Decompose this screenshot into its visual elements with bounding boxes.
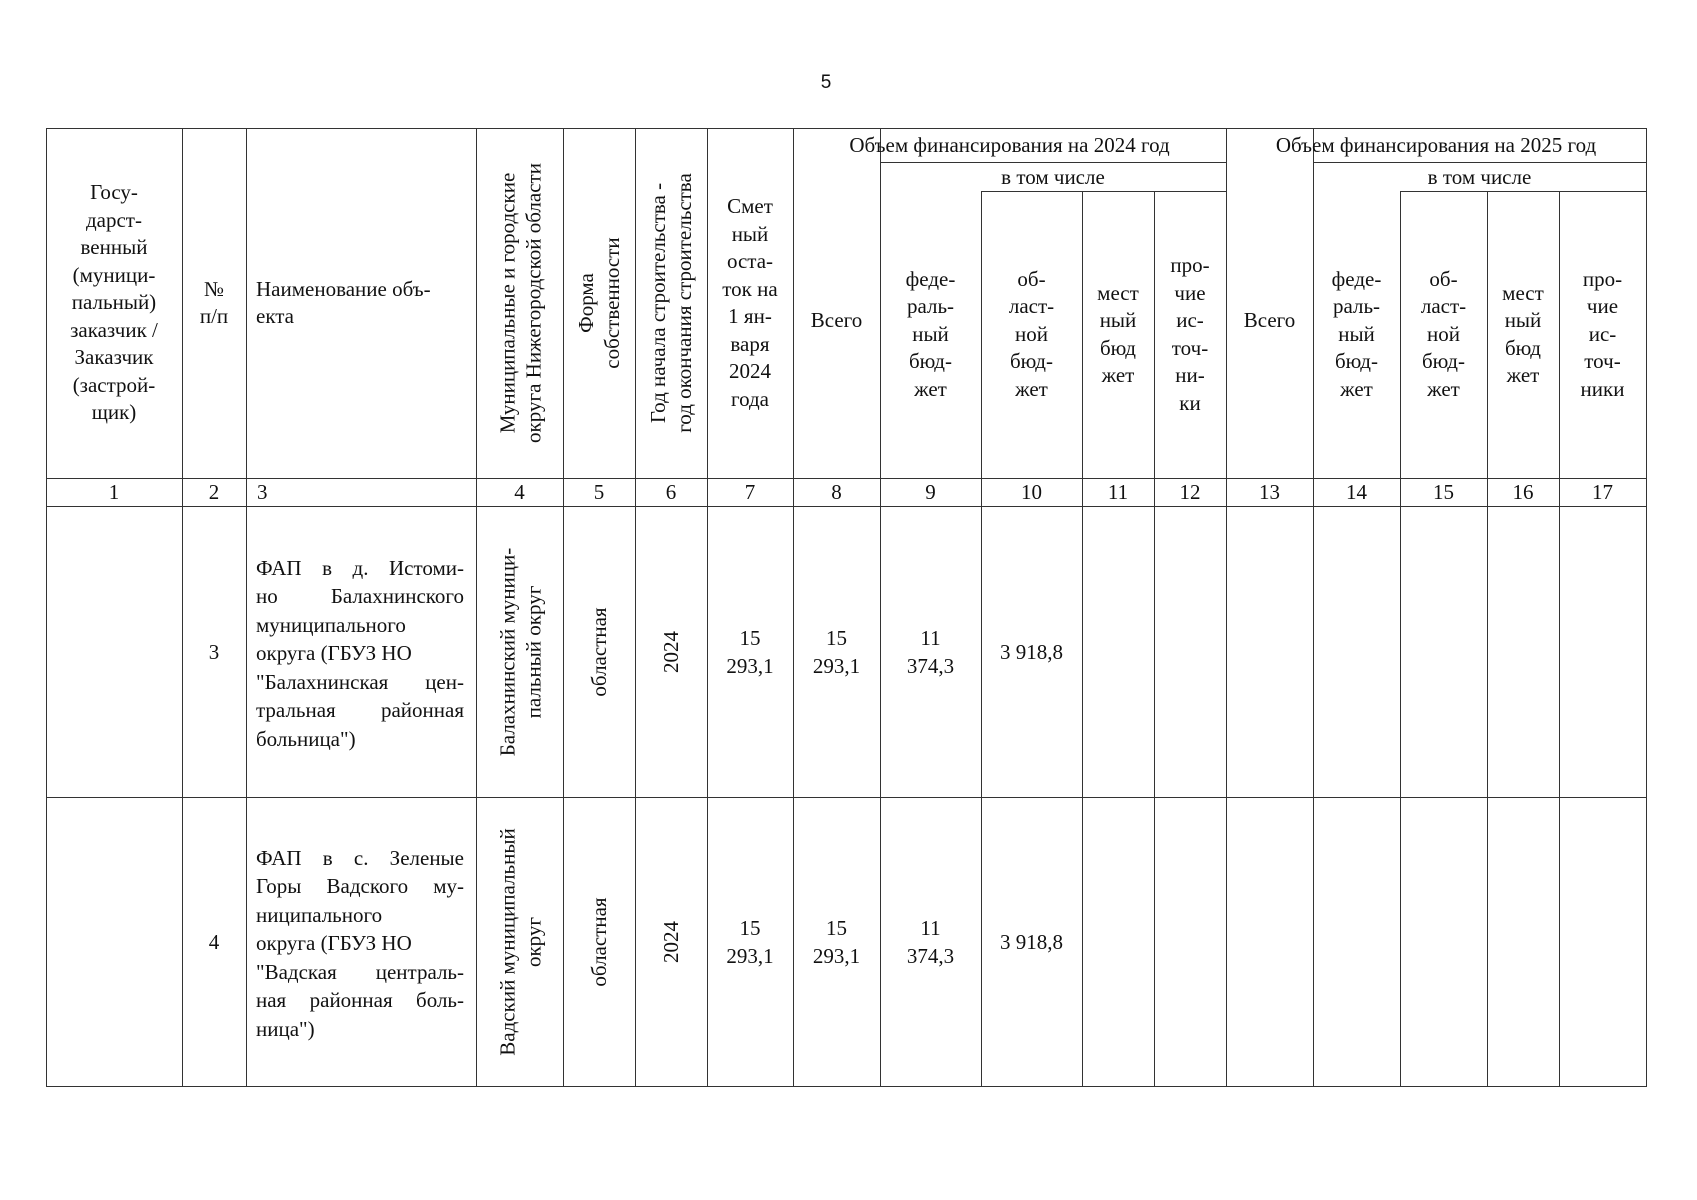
row-object-name-line: ФАП в д. Истоми- [256,555,464,580]
header-object-name [246,128,476,478]
header-estimate-balance-text [722,193,777,413]
row-object-name-line: "Вадская централь- [256,959,464,984]
header-other-2024-text-line: точ- [1171,335,1209,360]
header-federal-2025-text-line: феде- [1331,266,1382,291]
row-object-name-line: больница") [256,726,356,751]
header-local-2024 [1082,191,1154,478]
row-federal-2024-text [907,624,954,680]
header-federal-2025-text [1332,266,1382,404]
header-local-2025-text-line: жет [1506,363,1540,387]
header-years-text-line: год окончания строительства [672,173,696,433]
header-other-2024-text-line: чие [1174,280,1206,305]
row-estimate-balance-text [726,624,773,680]
header-estimate-balance-text-line: оста- [726,249,774,273]
header-regional-2024-text-line: ласт- [1008,294,1055,319]
row-local-2025 [1487,797,1559,1086]
header-other-2025-text-line: ис- [1588,321,1617,346]
header-federal-2025-text-line: раль- [1332,294,1381,319]
header-other-2024-text-line: ки [1179,390,1201,415]
row-federal-2024-text-line: 374,3 [906,653,955,678]
row-local-2025 [1487,506,1559,797]
column-number-13: 13 [1259,480,1280,504]
row-number: 4 [208,929,220,954]
column-number-7: 7 [744,480,756,504]
header-other-2025-text [1581,266,1625,404]
header-municipal-text-line: Муниципальные и городские [494,172,519,434]
header-including-2025: в том числе [1427,164,1532,189]
header-years-text-line: Год начала строительства - [646,182,670,424]
row-estimate-balance [707,506,793,797]
header-regional-2024-text-line: бюд- [1010,349,1053,374]
row-municipal-text-line: округ [520,916,545,967]
row-object-name-line: ниципального [256,902,383,927]
header-ownership [563,132,635,474]
header-financing-2024: Объем финансирования на 2024 год [849,133,1170,157]
header-local-2025-text-line: ный [1504,308,1542,332]
header-customer-text-line: венный [80,235,148,260]
column-number-15: 15 [1433,480,1454,504]
row-other-2025 [1559,506,1646,797]
header-federal-2025-text-line: ный [1338,321,1375,346]
row-estimate-balance-text-line: 15 [739,625,761,650]
header-other-2024-text [1170,252,1209,417]
row-other-2025 [1559,797,1646,1086]
header-number-text [200,276,228,330]
row-year: 2024 [659,630,683,673]
row-ownership: областная [587,896,611,987]
row-total-2024-text-line: 293,1 [812,943,861,968]
row-federal-2024 [880,797,981,1086]
row-regional-2025 [1400,506,1487,797]
column-number-2: 2 [208,480,220,504]
header-local-2025-text [1502,280,1544,390]
row-object-name [256,844,464,1044]
column-number-5: 5 [593,480,605,504]
row-ownership: областная [587,606,611,697]
header-ownership-text [573,237,625,368]
header-other-2024 [1154,191,1226,478]
header-federal-2024-text [906,266,956,404]
header-other-2025-text-line: про- [1582,266,1623,291]
row-estimate-balance-text-line: 293,1 [726,943,774,968]
row-regional-2025 [1400,797,1487,1086]
header-regional-2025-text-line: бюд- [1422,349,1465,374]
header-regional-2025-text-line: ласт- [1420,294,1467,319]
row-municipal-text-line: Вадский муниципальный [494,827,519,1056]
row-total-2024-text-line: 15 [826,625,847,650]
header-regional-2024-text-line: об- [1017,266,1046,291]
header-customer-text-line: щик) [91,400,137,425]
header-estimate-balance-text-line: года [730,386,769,411]
header-regional-2025-text-line: об- [1429,266,1458,291]
row-total-2025 [1226,506,1313,797]
row-municipal-text-line: пальный округ [520,585,545,718]
header-local-2025-text-line: мест [1502,280,1544,305]
header-number [182,128,246,478]
header-estimate-balance-text-line: ток на [722,276,778,301]
row-federal-2024-text-line: 11 [920,625,941,650]
header-other-2025 [1559,191,1646,478]
row-total-2024 [793,506,880,797]
row-regional-2024: 3 918,8 [1000,929,1063,954]
row-regional-2024: 3 918,8 [1000,639,1063,664]
header-estimate-balance-text-line: варя [730,331,770,356]
header-estimate-balance [707,128,793,478]
row-object-name-line: округа (ГБУЗ НО [256,641,412,666]
header-object-name-text-line: екта [256,304,295,328]
row-total-2024-text-line: 15 [826,915,847,940]
header-object-name-text-line: Наименование объ- [256,277,431,301]
row-total-2024-text [813,914,860,970]
row-other-2024 [1154,506,1226,797]
row-municipal [476,510,563,793]
column-number-4: 4 [514,480,525,504]
row-object-name-line: "Балахнинская цен- [256,669,464,694]
header-regional-2024 [981,191,1082,478]
page-number: 5 [820,72,832,93]
row-total-2024-text-line: 293,1 [812,653,861,678]
row-municipal-text [494,828,546,1055]
header-regional-2024-text [1009,266,1054,404]
row-federal-2025 [1313,797,1400,1086]
column-number-11: 11 [1107,480,1129,504]
row-object-name [256,554,464,754]
row-object-name-line: но Балахнинского [256,584,464,609]
row-object-name-line: ФАП в с. Зеленые [256,845,464,870]
header-number-text-line: № [203,277,225,301]
row-total-2024-text [813,624,860,680]
header-customer-text-line: Заказчик [74,345,154,370]
row-municipal-text [494,547,546,756]
column-number-16: 16 [1512,480,1534,504]
header-local-2024-text-line: бюд [1099,335,1136,360]
header-estimate-balance-text-line: Смет [727,194,773,218]
header-total-2025: Всего [1243,308,1296,332]
header-federal-2025-text-line: бюд- [1335,349,1378,374]
header-local-2025 [1487,191,1559,478]
header-object-name-text [256,276,431,330]
header-regional-2025-text [1421,266,1466,404]
header-estimate-balance-text-line: 1 ян- [728,304,772,328]
column-number-10: 10 [1021,480,1042,504]
row-object-name-line: тральная районная [256,698,464,723]
header-local-2024-text [1097,280,1139,390]
header-municipal-text-line: округа Нижегородской области [520,163,545,443]
column-number-14: 14 [1346,480,1367,504]
row-federal-2025 [1313,506,1400,797]
header-customer-text-line: пальный) [71,290,157,315]
row-object-name-line: ная районная боль- [256,988,464,1013]
row-number: 3 [208,639,220,664]
row-federal-2024-text-line: 11 [920,915,941,940]
header-financing-2025: Объем финансирования на 2025 год [1275,133,1597,157]
row-other-2024 [1154,797,1226,1086]
column-number-1: 1 [108,480,120,504]
header-federal-2024-text-line: бюд- [909,349,952,374]
row-year: 2024 [659,920,683,963]
column-number-3: 3 [257,480,268,504]
header-federal-2024-text-line: раль- [906,294,955,319]
row-federal-2024-text [907,914,954,970]
header-other-2024-text-line: ни- [1175,363,1205,387]
row-federal-2024-text-line: 374,3 [906,943,955,968]
row-object-name-line: муниципального [256,612,406,637]
header-local-2024-text-line: жет [1101,363,1135,387]
header-customer-text [70,179,158,427]
column-number-12: 12 [1179,480,1201,504]
header-federal-2024-text-line: феде- [905,266,956,291]
row-object-name-line: Горы Вадского му- [256,874,464,899]
header-municipal-text [494,163,546,443]
row-customer [46,506,182,797]
header-local-2024-text-line: ный [1099,308,1137,332]
header-ownership-text-line: Форма [574,273,598,333]
header-local-2025-text-line: бюд [1504,335,1541,360]
row-local-2024 [1082,506,1154,797]
row-municipal [476,801,563,1082]
header-number-text-line: п/п [199,304,229,328]
row-federal-2024 [880,506,981,797]
row-object-name-line: ница") [256,1016,315,1041]
header-customer-text-line: Госу- [90,180,138,205]
header-municipal [476,132,563,474]
header-estimate-balance-text-line: 2024 [728,359,771,383]
row-estimate-balance-text-line: 15 [739,915,761,940]
header-customer-text-line: заказчик / [70,317,158,342]
header-ownership-text-line: собственности [600,237,624,369]
header-local-2024-text-line: мест [1097,280,1139,305]
header-federal-2025 [1313,191,1400,478]
header-customer-text-line: (муници- [72,262,156,287]
header-years-text [645,173,697,433]
column-number-17: 17 [1592,480,1613,504]
row-estimate-balance-text [726,914,773,970]
header-including-2024: в том числе [1001,164,1105,189]
header-customer-text-line: дарст- [85,207,142,232]
column-number-8: 8 [831,480,842,504]
row-object-name-line: округа (ГБУЗ НО [256,931,412,956]
row-total-2025 [1226,797,1313,1086]
row-estimate-balance-text-line: 293,1 [726,653,774,678]
row-municipal-text-line: Балахнинский муници- [494,547,519,756]
header-regional-2024-text-line: жет [1015,376,1048,401]
row-local-2024 [1082,797,1154,1086]
header-other-2025-text-line: чие [1586,294,1619,319]
header-total-2024: Всего [810,308,863,332]
header-other-2024-text-line: ис- [1176,308,1204,332]
header-federal-2024-text-line: ный [912,321,949,346]
row-total-2024 [793,797,880,1086]
column-number-9: 9 [925,480,936,504]
header-other-2025-text-line: точ- [1584,349,1621,374]
header-estimate-balance-text-line: ный [731,221,769,246]
header-federal-2025-text-line: жет [1340,376,1373,401]
header-other-2024-text-line: про- [1170,253,1210,277]
header-regional-2025-text-line: ной [1427,321,1460,346]
header-regional-2025-text-line: жет [1427,376,1460,401]
row-estimate-balance [707,797,793,1086]
table-rule [1646,128,1647,1087]
row-customer [46,797,182,1086]
header-other-2025-text-line: ники [1580,376,1625,401]
header-regional-2024-text-line: ной [1015,321,1048,346]
header-customer-text-line: (застрой- [72,372,156,397]
header-regional-2025 [1400,191,1487,478]
header-federal-2024 [880,191,981,478]
column-number-6: 6 [665,480,677,504]
header-federal-2024-text-line: жет [914,376,947,401]
table-rule [46,1086,1647,1087]
header-customer [46,128,182,478]
header-years [635,132,707,474]
